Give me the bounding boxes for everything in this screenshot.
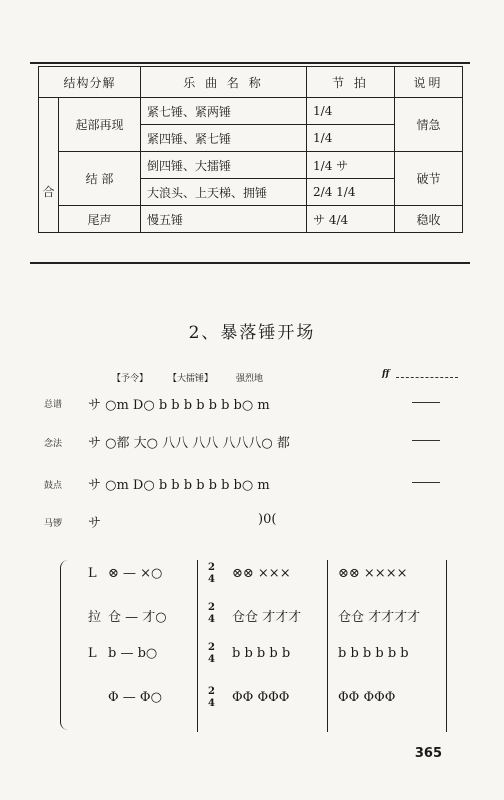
meter-cell: サ 4/4 [307, 206, 395, 233]
trill-line [412, 440, 440, 441]
phrase-b: 仓仓 才才才 [232, 610, 302, 625]
barline [197, 560, 198, 732]
phrase-a: Φ — Φ○ [108, 690, 162, 705]
table-row [39, 98, 463, 125]
score-row-notes: サ ○都 大○ 八八 八八 八八八○ 都 [88, 436, 290, 451]
meter-top: 2 [208, 686, 215, 697]
score-row-notes: サ ○m D○ b b b b b b b○ m [88, 398, 270, 413]
row-lead: L [88, 646, 97, 661]
header-note: 说明 [395, 67, 463, 98]
meter-top: 2 [208, 602, 215, 613]
phrase-c: b b b b b b [338, 646, 409, 661]
barline [327, 560, 328, 732]
table-header-row [39, 67, 463, 98]
score-row-label: 念法 [44, 439, 63, 449]
piece-cell: 慢五锤 [141, 206, 307, 233]
score-row-label: 马锣 [44, 519, 63, 529]
meter-top: 2 [208, 562, 215, 573]
meter-cell: 1/4 サ [307, 152, 395, 179]
meter-top: 2 [208, 642, 215, 653]
structure-table [38, 66, 463, 233]
phrase-b: ⊗⊗ ××× [232, 566, 291, 581]
piece-cell: 大浪头、上天梯、拥锤 [141, 179, 307, 206]
score-row-notes: サ ○m D○ b b b b b b b○ m [88, 478, 270, 493]
barline [446, 560, 447, 732]
phrase-b: ΦΦ ΦΦΦ [232, 690, 290, 705]
score-row-label: 鼓点 [44, 481, 63, 491]
group-cell [39, 98, 59, 152]
table-row [39, 152, 463, 179]
meter-bottom: 4 [208, 614, 215, 625]
system-brace [60, 560, 71, 730]
phrase-b: b b b b b [232, 646, 291, 661]
phrase-a: 仓 — 才○ [108, 610, 167, 625]
phrase-c: 仓仓 才才才才 [338, 610, 421, 625]
marker-yuling: 【予令】 [112, 374, 149, 384]
section-cell: 起部再现 [59, 98, 141, 152]
marker-intensity: 强烈地 [236, 374, 264, 384]
phrase-c: ΦΦ ΦΦΦ [338, 690, 396, 705]
meter-cell: 1/4 [307, 125, 395, 152]
table-bottom-rule [30, 262, 470, 264]
note-cell: 情急 [395, 98, 463, 152]
score-row-label: 总谱 [44, 400, 63, 410]
header-piece: 乐 曲 名 称 [141, 67, 307, 98]
score-row-notes: サ [88, 516, 102, 531]
header-meter: 节 拍 [307, 67, 395, 98]
phrase-a: ⊗ — ×○ [108, 566, 163, 581]
table-top-rule [30, 62, 470, 64]
meter-bottom: 4 [208, 574, 215, 585]
table-row [39, 206, 463, 233]
phrase-a: b — b○ [108, 646, 158, 661]
group-cell: 合 [39, 152, 59, 233]
phrase-c: ⊗⊗ ×××× [338, 566, 408, 581]
piece-cell: 紧七锤、紧两锤 [141, 98, 307, 125]
page-number: 365 [414, 746, 442, 761]
header-structure: 结构分解 [39, 67, 141, 98]
piece-cell: 紧四锤、紧七锤 [141, 125, 307, 152]
meter-cell: 2/4 1/4 [307, 179, 395, 206]
section-cell: 结 部 [59, 152, 141, 206]
section-title: 2、暴落锤开场 [188, 323, 316, 343]
trill-line [412, 482, 440, 483]
rest-mark: )0( [258, 512, 277, 527]
note-cell: 破节 [395, 152, 463, 206]
meter-bottom: 4 [208, 654, 215, 665]
note-cell: 稳收 [395, 206, 463, 233]
marker-dynamics: ff [382, 369, 390, 379]
meter-bottom: 4 [208, 698, 215, 709]
trill-line [412, 402, 440, 403]
meter-cell: 1/4 [307, 98, 395, 125]
row-lead: L [88, 566, 97, 581]
piece-cell: 倒四锤、大擂锤 [141, 152, 307, 179]
marker-daleichui: 【大擂锤】 [168, 374, 214, 384]
dynamics-dashes [396, 377, 458, 378]
section-cell: 尾声 [59, 206, 141, 233]
row-lead: 拉 [88, 610, 102, 625]
